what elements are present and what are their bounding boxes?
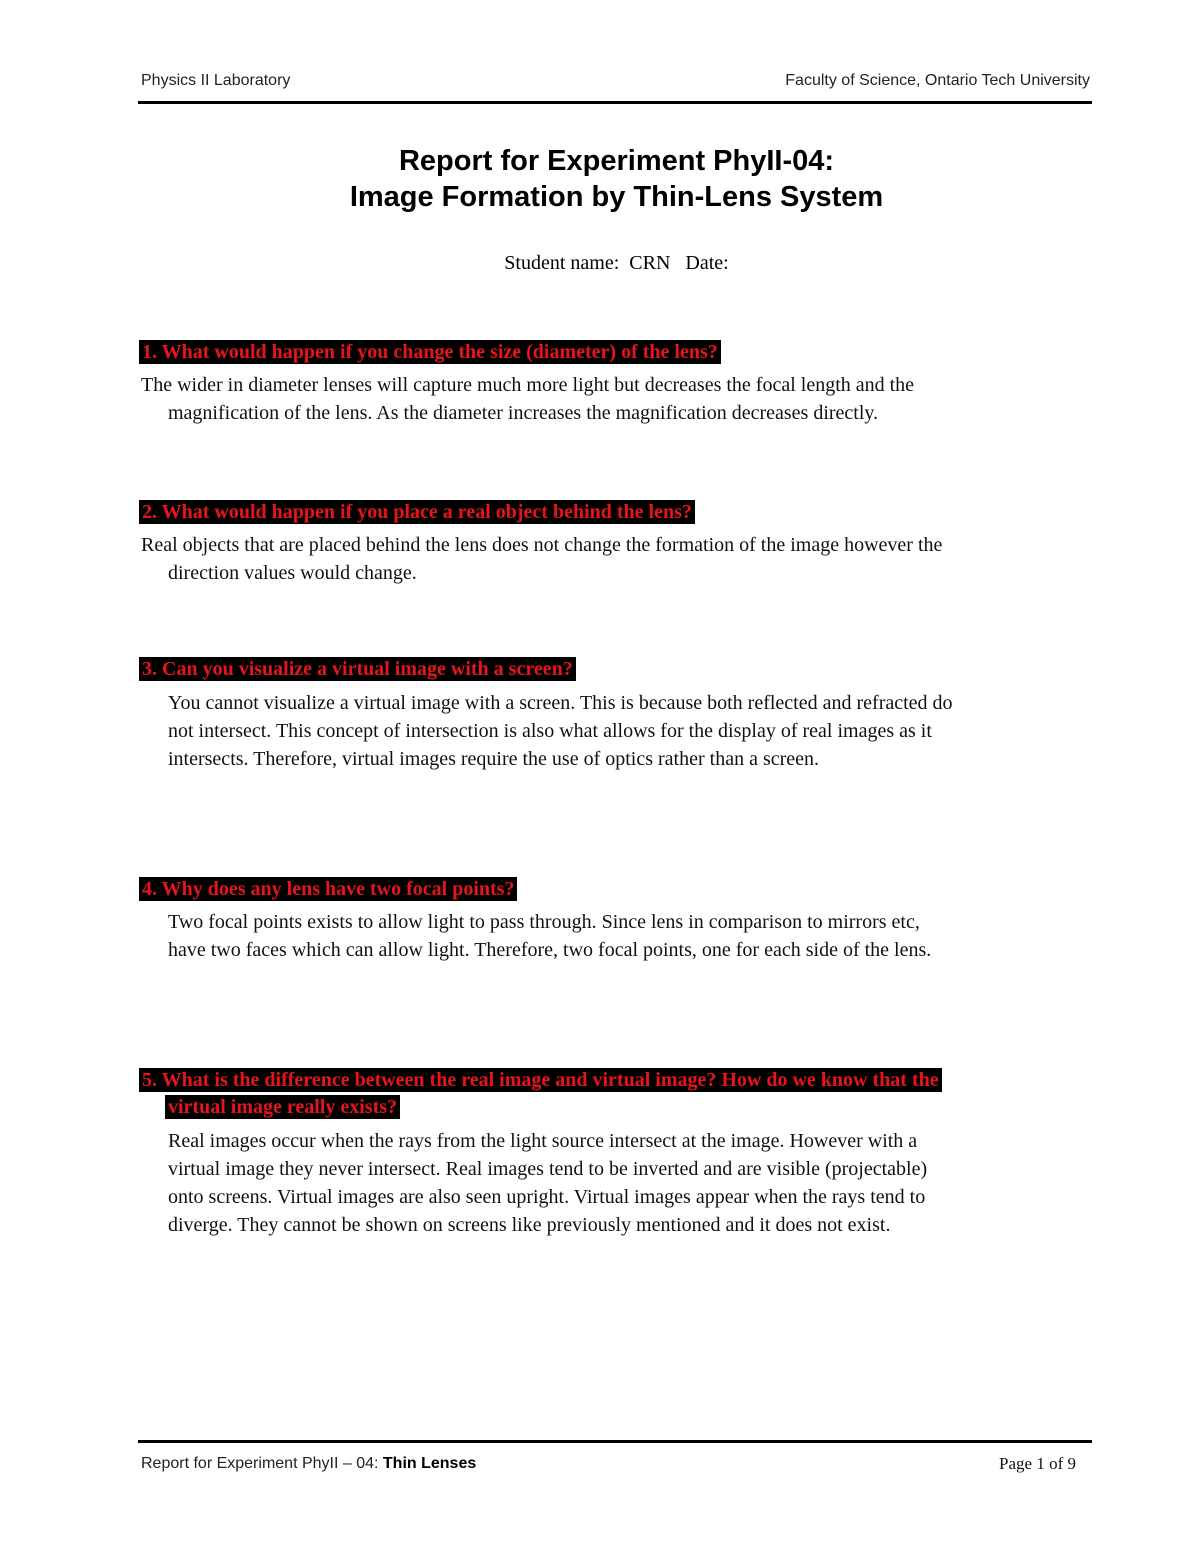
answer-2: [141, 531, 942, 587]
question-4-text: 4. Why does any lens have two focal points?: [139, 877, 517, 901]
page-number: Page 1 of 9: [999, 1454, 1076, 1473]
title-line-1: Report for Experiment PhyII-04:: [398, 145, 835, 177]
title-line-2: Image Formation by Thin-Lens System: [349, 181, 884, 213]
answer-3-line: not intersect. This concept of intersection is also what allows for the display of real images as it: [168, 720, 932, 742]
answer-4-line: have two faces which can allow light. Therefore, two focal points, one for each side of the lens.: [168, 939, 932, 961]
student-info-line: [0, 252, 1200, 275]
question-1: [139, 339, 721, 366]
question-5-text-line-1: 5. What is the difference between the real image and virtual image? How do we know that the: [139, 1068, 942, 1092]
answer-1-line: magnification of the lens. As the diameter increases the magnification decreases directly.: [168, 402, 879, 424]
question-4: [139, 876, 517, 903]
answer-5-line: onto screens. Virtual images are also seen upright. Virtual images appear when the rays tend to: [168, 1186, 926, 1208]
answer-3-line: You cannot visualize a virtual image with a screen. This is because both reflected and refracted do: [168, 692, 953, 714]
header-course: Physics II Laboratory: [141, 72, 291, 89]
question-5-text-line-2: virtual image really exists?: [165, 1095, 400, 1119]
answer-3: [168, 689, 953, 773]
question-2-text: 2. What would happen if you place a real object behind the lens?: [139, 500, 695, 524]
answer-1: [141, 371, 914, 427]
header-faculty: Faculty of Science, Ontario Tech University: [785, 72, 1090, 89]
answer-5-line: virtual image they never intersect. Real images tend to be inverted and are visible (projectable): [168, 1158, 928, 1180]
question-2: [139, 499, 695, 526]
question-3: [139, 656, 576, 683]
answer-3-line: intersects. Therefore, virtual images require the use of optics rather than a screen.: [168, 748, 820, 770]
answer-4-line: Two focal points exists to allow light to pass through. Since lens in comparison to mirrors etc,: [168, 911, 920, 933]
student-name-label: Student name:: [504, 252, 620, 274]
answer-4: [168, 908, 931, 964]
question-3-text: 3. Can you visualize a virtual image with a screen?: [139, 657, 576, 681]
crn-label: CRN: [629, 252, 671, 274]
question-1-text: 1. What would happen if you change the size (diameter) of the lens?: [139, 340, 721, 364]
footer-report-label: [141, 1455, 476, 1473]
answer-1-line: The wider in diameter lenses will capture much more light but decreases the focal length and the: [141, 374, 915, 396]
question-5: [139, 1067, 942, 1121]
answer-5-line: diverge. They cannot be shown on screens like previously mentioned and it does not exist.: [168, 1214, 891, 1236]
footer-topic: Thin Lenses: [382, 1455, 477, 1472]
answer-2-line: direction values would change.: [168, 562, 417, 584]
header-rule: [138, 101, 1092, 104]
date-label: Date:: [685, 252, 729, 274]
footer-report-text: Report for Experiment PhyII – 04:: [141, 1455, 383, 1472]
answer-2-line: Real objects that are placed behind the lens does not change the formation of the image however the: [141, 534, 943, 556]
report-title: [0, 143, 1200, 215]
footer-rule: [138, 1440, 1092, 1443]
answer-5-line: Real images occur when the rays from the light source intersect at the image. However with a: [168, 1130, 918, 1152]
answer-5: [168, 1127, 927, 1239]
